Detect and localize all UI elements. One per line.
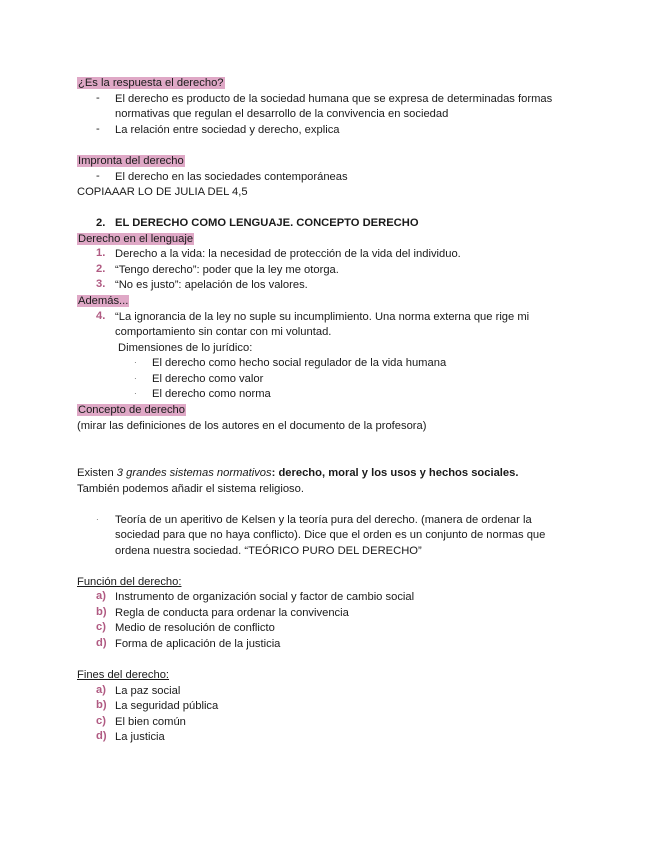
list-letter: d) [96, 637, 107, 649]
list-letter: a) [96, 684, 106, 696]
list-item: “Tengo derecho”: poder que la ley me otorga. [115, 264, 339, 276]
heading-impronta: Impronta del derecho [78, 155, 184, 167]
list-item-continued: ordena nuestra sociedad. “TEÓRICO PURO DEL DERECHO” [115, 545, 422, 557]
section-title: EL DERECHO COMO LENGUAJE. CONCEPTO DERECHO [115, 217, 419, 229]
list-item-continued: sociedad para que no haya conflicto). Dice que el orden es un conjunto de normas que [115, 529, 546, 541]
list-item-continued: comportamiento sin contar con mi voluntad. [115, 326, 332, 338]
heading-respuesta: ¿Es la respuesta el derecho? [78, 77, 224, 89]
heading-funcion: Función del derecho: [77, 576, 182, 588]
list-letter: b) [96, 699, 107, 711]
list-item: El derecho como valor [152, 373, 264, 385]
list-letter: c) [96, 621, 106, 633]
list-item: La seguridad pública [115, 700, 219, 712]
list-item: Forma de aplicación de la justicia [115, 638, 281, 650]
list-letter: b) [96, 606, 107, 618]
list-number: 2. [96, 263, 106, 275]
list-number: 4. [96, 310, 106, 322]
list-number: 1. [96, 247, 106, 259]
list-item: La justicia [115, 731, 165, 743]
list-item: “No es justo”: apelación de los valores. [115, 279, 308, 291]
list-item: Medio de resolución de conflicto [115, 622, 275, 634]
list-item: La paz social [115, 685, 181, 697]
list-bullet: - [96, 170, 100, 182]
paragraph-sistemas: Existen 3 grandes sistemas normativos: derecho, moral y los usos y hechos sociales. [77, 467, 519, 479]
note-copiar: COPIAAAR LO DE JULIA DEL 4,5 [77, 186, 248, 198]
dimensiones-label: Dimensiones de lo jurídico: [118, 342, 253, 354]
subheading-concepto: Concepto de derecho [78, 404, 185, 416]
list-item: Instrumento de organización social y factor de cambio social [115, 591, 415, 603]
list-item: El derecho como hecho social regulador de la vida humana [152, 357, 447, 369]
list-item: Derecho a la vida: la necesidad de protección de la vida del individuo. [115, 248, 461, 260]
list-number: 3. [96, 278, 106, 290]
list-item: El derecho en las sociedades contemporáneas [115, 171, 348, 183]
subheading-ademas: Además... [78, 295, 129, 307]
list-item: Regla de conducta para ordenar la convivencia [115, 607, 349, 619]
list-item: El bien común [115, 716, 186, 728]
list-item: El derecho es producto de la sociedad humana que se expresa de determinadas formas [115, 93, 553, 105]
subheading-lenguaje: Derecho en el lenguaje [78, 233, 194, 245]
list-letter: c) [96, 715, 106, 727]
paragraph-religioso: También podemos añadir el sistema religioso. [77, 483, 304, 495]
list-letter: d) [96, 730, 107, 742]
list-bullet: - [96, 123, 100, 135]
list-item: “La ignorancia de la ley no suple su incumplimiento. Una norma externa que rige mi [115, 311, 530, 323]
list-bullet: · [134, 374, 137, 383]
list-item-continued: normativas que regulan el desarrollo de la convivencia en sociedad [115, 108, 449, 120]
list-item: El derecho como norma [152, 388, 271, 400]
list-bullet: · [96, 515, 99, 524]
list-bullet: - [96, 92, 100, 104]
list-letter: a) [96, 590, 106, 602]
heading-fines: Fines del derecho: [77, 669, 170, 681]
list-item: La relación entre sociedad y derecho, explica [115, 124, 340, 136]
list-item: Teoría de un aperitivo de Kelsen y la teoría pura del derecho. (manera de ordenar la [115, 514, 532, 526]
section-number: 2. [96, 217, 106, 229]
list-bullet: · [134, 389, 137, 398]
list-bullet: · [134, 358, 137, 367]
concepto-note: (mirar las definiciones de los autores en el documento de la profesora) [77, 420, 427, 432]
